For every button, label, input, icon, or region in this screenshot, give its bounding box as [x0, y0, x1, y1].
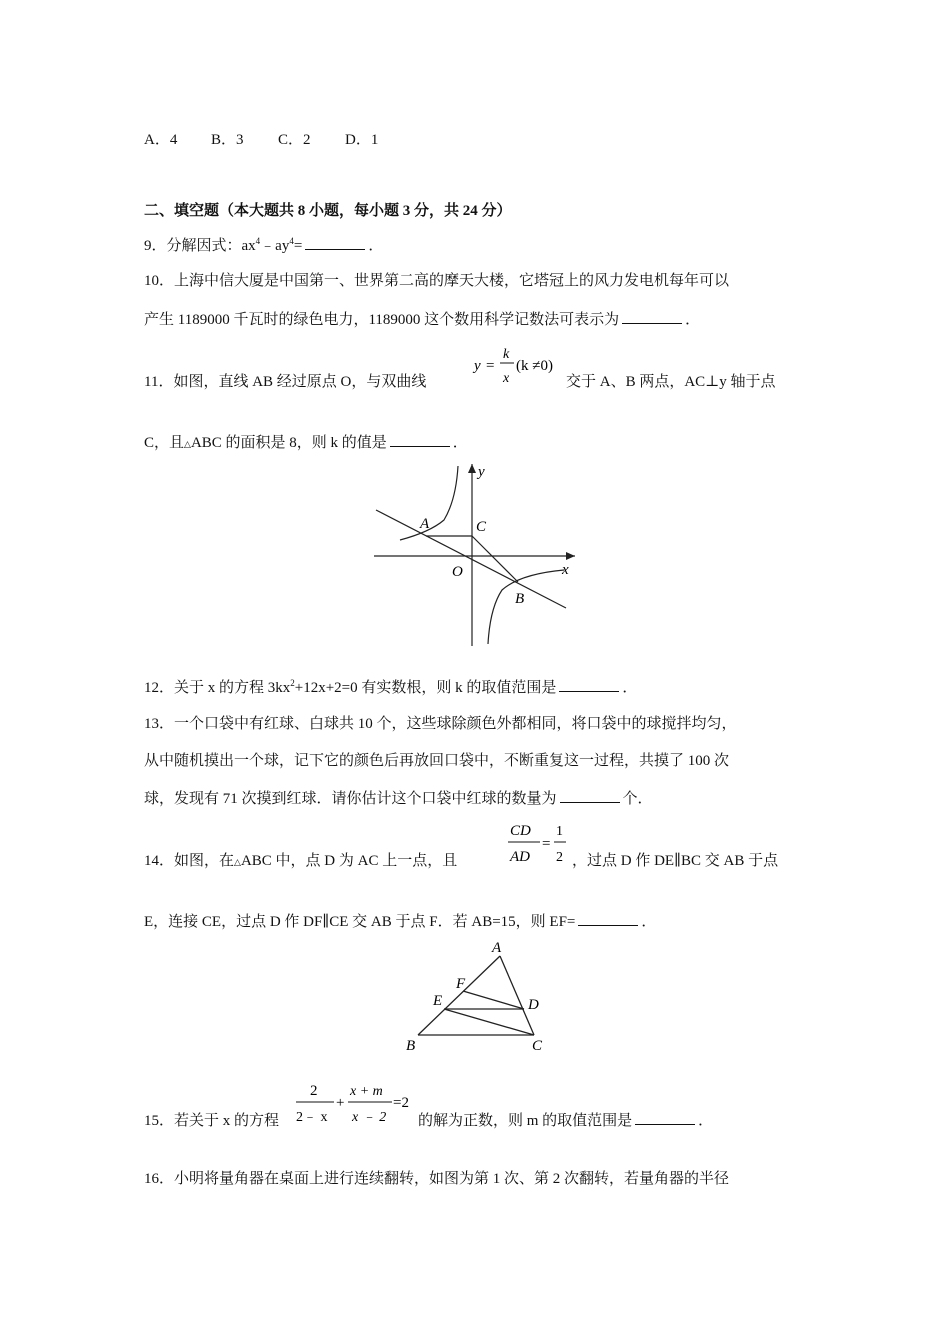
- hyperbola-branch-4: [488, 570, 564, 644]
- segment-ce: [444, 1009, 534, 1035]
- label-f: F: [456, 976, 466, 992]
- segment-ac: [500, 956, 534, 1035]
- label-d: D: [528, 997, 539, 1013]
- svg-text:(k ≠0): (k ≠0): [516, 358, 553, 374]
- question-13-line1: 13．一个口袋中有红球、白球共 10 个，这些球除颜色外都相同，将口袋中的球搅拌均匀，: [144, 716, 737, 732]
- svg-text:x: x: [503, 371, 510, 386]
- answer-blank: [390, 432, 450, 447]
- choice-b: B．3: [211, 132, 244, 148]
- label-o: O: [452, 564, 463, 580]
- question-11-line1: 11．如图，直线 AB 经过原点 O，与双曲线: [144, 374, 427, 390]
- question-11-line2: C，且△ABC 的面积是 8，则 k 的值是 ．: [144, 431, 468, 452]
- question-9: 9．分解因式：$ax^4﹣ay^4=$ ．: [144, 236, 384, 254]
- label-b: B: [515, 591, 525, 607]
- choice-a: A．4: [144, 132, 178, 148]
- ratio-formula: [504, 818, 574, 870]
- svg-text:2: 2: [556, 850, 563, 865]
- hyperbola-formula: [470, 340, 566, 390]
- choice-d: D．1: [345, 132, 379, 148]
- label-a: A: [420, 516, 430, 532]
- question-13-line2: 从中随机摸出一个球，记下它的颜色后再放回口袋中，不断重复这一过程，共摸了 100 次: [144, 753, 730, 769]
- question-16-line1: 16．小明将量角器在桌面上进行连续翻转，如图为第 1 次、第 2 次翻转，若量角器的半径: [144, 1171, 730, 1187]
- label-c: C: [476, 519, 487, 535]
- question-10-line2: 产生 1189000 千瓦时的绿色电力，1189000 这个数用科学记数法可表示为 ．: [144, 308, 700, 329]
- svg-text:y: y: [474, 358, 481, 374]
- svg-text:CD: CD: [510, 823, 531, 839]
- label-e: E: [433, 993, 443, 1009]
- segment-cb: [472, 536, 518, 582]
- fraction-equation: [292, 1078, 418, 1130]
- svg-text:AD: AD: [510, 849, 530, 865]
- svg-text:k: k: [503, 347, 510, 362]
- label-c: C: [532, 1038, 543, 1054]
- segment-df: [463, 991, 524, 1009]
- question-14-line1b: ，过点 D 作 DE∥BC 交 AB 于点: [572, 853, 779, 869]
- svg-text:=: =: [542, 836, 551, 852]
- svg-text:2﹣ x: 2﹣ x: [296, 1110, 328, 1125]
- question-14-line2: E，连接 CE，过点 D 作 DF∥CE 交 AB 于点 F．若 AB=15，则 EF= ．: [144, 910, 656, 931]
- answer-blank: [560, 788, 620, 803]
- y-axis-arrow-icon: [468, 464, 476, 473]
- choice-c: C．2: [278, 132, 311, 148]
- label-x: x: [562, 562, 569, 578]
- question-11-line1b: 交于 A、B 两点，AC⊥y 轴于点: [566, 374, 776, 390]
- label-a: A: [492, 940, 502, 956]
- segment-ab: [418, 956, 500, 1035]
- svg-text:2: 2: [310, 1083, 318, 1099]
- answer-blank: [578, 911, 638, 926]
- label-y: y: [478, 464, 485, 480]
- line-ab: [376, 510, 566, 608]
- hyperbola-figure: [370, 458, 585, 650]
- answer-blank: [559, 677, 619, 692]
- answer-blank: [635, 1110, 695, 1125]
- question-13-line3: 球，发现有 71 次摸到红球．请你估计这个口袋中红球的数量为 个．: [144, 787, 653, 808]
- triangle-figure: [400, 938, 550, 1056]
- svg-text:x ﹣ 2: x ﹣ 2: [352, 1110, 387, 1125]
- svg-text:x + m: x + m: [350, 1084, 383, 1099]
- question-15-line1: 15．若关于 x 的方程: [144, 1113, 280, 1129]
- question-14-line1: 14．如图，在△ABC 中，点 D 为 AC 上一点，且: [144, 853, 458, 869]
- svg-text:+: +: [336, 1095, 345, 1111]
- question-12: 12．关于 x 的方程 $3kx^2+12x+2=0$ 有实数根，则 k 的取值范围是 ．: [144, 678, 638, 696]
- x-axis-arrow-icon: [566, 552, 575, 560]
- question-15-line1b: 的解为正数，则 m 的取值范围是 ．: [418, 1109, 713, 1130]
- svg-text:1: 1: [556, 824, 563, 839]
- label-b: B: [406, 1038, 416, 1054]
- section-heading: 二、填空题（本大题共 8 小题，每小题 3 分，共 24 分）: [144, 203, 512, 219]
- answer-blank: [622, 309, 682, 324]
- question-10-line1: 10．上海中信大厦是中国第一、世界第二高的摩天大楼，它塔冠上的风力发电机每年可以: [144, 273, 730, 289]
- svg-text:=: =: [486, 358, 495, 374]
- answer-blank: [305, 235, 365, 250]
- svg-text:=2: =2: [393, 1095, 409, 1111]
